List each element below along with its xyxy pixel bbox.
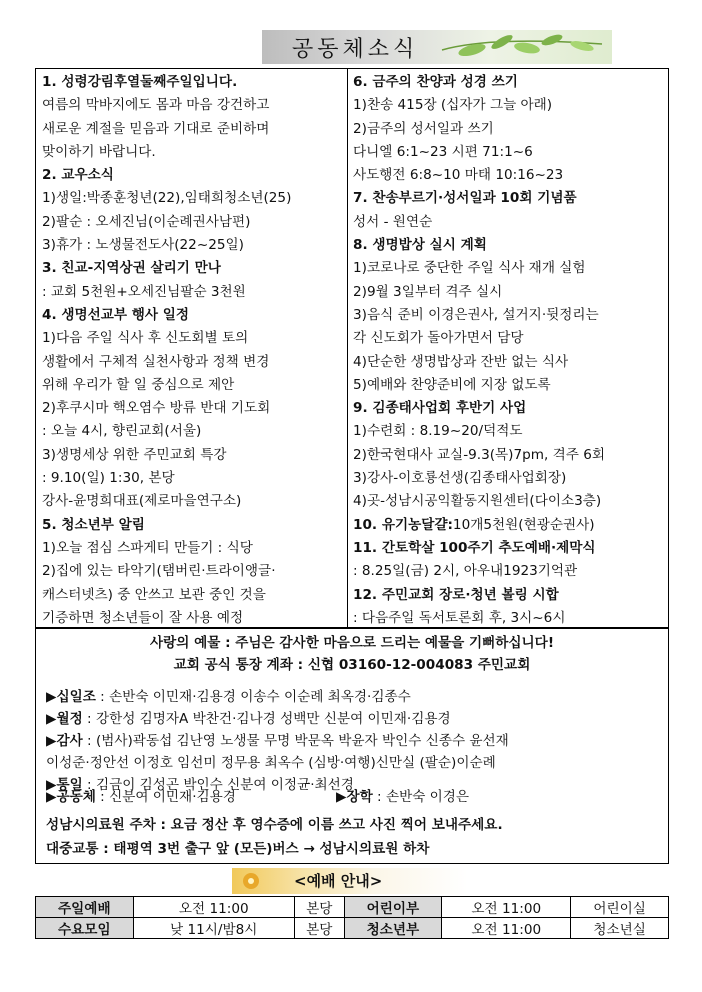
section-heading: 8. 생명밥상 실시 계획 <box>353 237 487 254</box>
news-line: 3)생명세상 위한 주민교회 특강 <box>42 446 227 463</box>
flower-decoration-icon <box>236 870 266 892</box>
offering-label: ▶감사 <box>46 733 83 749</box>
news-line: 2)한국현대사 교실-9.3(목)7pm, 격주 6회 <box>353 446 605 463</box>
news-line: 성서 - 원연순 <box>353 213 433 230</box>
schedule-row <box>36 918 669 939</box>
news-line: 기증하면 청소년들이 잘 사용 예정 <box>42 609 244 626</box>
offering-label: ▶통일 <box>46 777 83 793</box>
worship-guide-title: <예배 안내> <box>294 872 383 890</box>
column-divider <box>347 69 348 627</box>
news-line: 위해 우리가 할 일 중심으로 제안 <box>42 376 235 393</box>
schedule-cell: 주일예배 <box>36 897 134 918</box>
offering-message: 사랑의 예물 : 주님은 감사한 마음으로 드리는 예물을 기뻐하십니다! <box>149 635 555 651</box>
section-heading: 12. 주민교회 장로·청년 볼링 시합 <box>353 586 559 603</box>
news-line: 2)집에 있는 타악기(탬버린·트라이앵글· <box>42 563 276 580</box>
news-line: 2)9월 3일부터 격주 실시 <box>353 283 503 300</box>
section-heading: 11. 간토학살 100주기 추도예배·제막식 <box>353 539 596 556</box>
news-line: 2)후쿠시마 핵오염수 방류 반대 기도회 <box>42 400 271 417</box>
news-line: 다니엘 6:1~23 시편 71:1~6 <box>353 143 533 160</box>
worship-schedule-table <box>35 896 669 939</box>
offering-names: : (범사)곽동섭 김난영 노생물 무명 박문옥 박윤자 박인수 신종수 윤선재 <box>82 733 509 749</box>
offering-box <box>35 628 669 864</box>
schedule-cell: 어린이실 <box>571 897 669 918</box>
news-line: 여름의 막바지에도 몸과 마음 강건하고 <box>42 97 270 114</box>
schedule-row <box>36 897 669 918</box>
news-line: 3)강사-이호룡선생(김종태사업회장) <box>353 470 567 487</box>
community-label: ▶공동체 <box>46 789 96 805</box>
schedule-cell: 오전 11:00 <box>133 897 294 918</box>
schedule-cell: 오전 11:00 <box>442 918 571 939</box>
schedule-cell: 낮 11시/밤8시 <box>133 918 294 939</box>
schedule-cell: 수요모임 <box>36 918 134 939</box>
news-line: : 다음주일 독서토론회 후, 3시~6시 <box>353 609 566 626</box>
news-line: 사도행전 6:8~10 마태 10:16~23 <box>353 167 564 184</box>
offering-names: : 손반숙 이민재·김용경 이송수 이순례 최옥경·김종수 <box>95 689 411 705</box>
item-10-line <box>353 514 665 537</box>
schedule-cell: 청소년부 <box>344 918 442 939</box>
left-column <box>42 71 342 630</box>
news-line: 1)수련회 : 8.19~20/덕적도 <box>353 423 523 440</box>
page-title: 공동체소식 <box>292 37 419 62</box>
news-line: 1)찬송 415장 (십자가 그늘 아래) <box>353 97 553 114</box>
section-heading: 4. 생명선교부 행사 일정 <box>42 306 190 323</box>
news-line: 4)단순한 생명밥상과 잔반 없는 식사 <box>353 353 569 370</box>
news-line: : 8.25일(금) 2시, 아우내1923기억관 <box>353 563 578 580</box>
offering-row <box>46 752 496 774</box>
scholarship-names: : 손반숙 이경은 <box>372 789 470 805</box>
news-line: 맞이하기 바랍니다. <box>42 143 156 160</box>
leaf-decoration-icon <box>432 30 612 64</box>
offering-row <box>46 708 451 730</box>
section-heading: 7. 찬송부르기·성서일과 10회 기념품 <box>353 190 577 207</box>
offering-divider <box>36 628 668 629</box>
news-line: 3)음식 준비 이경은권사, 설거지·뒷정리는 <box>353 306 599 323</box>
offering-names: 이성준·정안선 이정호 임선미 정무용 최옥수 (심방·여행)신만실 (팔순)이순례 <box>46 755 496 771</box>
community-names: : 신분여 이민재·김용경 <box>95 789 236 805</box>
news-line: 2)금주의 성서일과 쓰기 <box>353 120 494 137</box>
news-line: 생활에서 구체적 실천사항과 정책 변경 <box>42 353 270 370</box>
right-column <box>353 71 665 630</box>
news-line: 1)다음 주일 식사 후 신도회별 토의 <box>42 330 249 347</box>
news-line: 캐스터넷츠) 중 안쓰고 보관 중인 것을 <box>42 586 266 603</box>
offering-row <box>46 730 509 752</box>
item-10-label: 10. 유기농달걀: <box>353 516 453 533</box>
schedule-cell: 본당 <box>294 918 344 939</box>
title-banner <box>262 30 612 64</box>
scholarship-label: ▶장학 <box>336 789 373 805</box>
news-line: 강사-윤명희대표(제로마을연구소) <box>42 493 242 510</box>
worship-guide-banner <box>232 868 468 894</box>
section-heading: 9. 김종태사업회 후반기 사업 <box>353 400 527 417</box>
item-10-detail: 10개5천원(현광순권사) <box>452 516 595 533</box>
schedule-cell: 청소년실 <box>571 918 669 939</box>
news-line: 1)코로나로 중단한 주일 식사 재개 실험 <box>353 260 586 277</box>
news-line: 2)팔순 : 오세진님(이순례권사남편) <box>42 213 251 230</box>
scholarship-offering <box>336 786 469 808</box>
community-offering <box>46 786 236 808</box>
schedule-cell: 어린이부 <box>344 897 442 918</box>
news-box <box>35 68 669 628</box>
offering-names: : 강한성 김명자A 박찬건·김나경 성백만 신분여 이민재·김용경 <box>82 711 451 727</box>
news-line: 각 신도회가 돌아가면서 담당 <box>353 330 524 347</box>
news-line: 5)예배와 찬양준비에 지장 없도록 <box>353 376 551 393</box>
schedule-cell: 본당 <box>294 897 344 918</box>
news-line: 1)생일:박종훈청년(22),임태희청소년(25) <box>42 190 292 207</box>
section-heading: 2. 교우소식 <box>42 167 114 184</box>
news-line: 3)휴가 : 노생물전도사(22~25일) <box>42 237 244 254</box>
parking-notice: 성남시의료원 주차 : 요금 정산 후 영수증에 이름 쓰고 사진 찍어 보내주세요. <box>46 817 503 833</box>
schedule-cell: 오전 11:00 <box>442 897 571 918</box>
offering-row <box>46 686 411 708</box>
transit-notice: 대중교통 : 태평역 3번 출구 앞 (모든)버스 → 성남시의료원 하차 <box>46 841 430 857</box>
news-line: : 오늘 4시, 향린교회(서울) <box>42 423 202 440</box>
news-line: 4)곳-성남시공익활동지원센터(다이소3층) <box>353 493 602 510</box>
section-heading: 1. 성령강림후열둘째주일입니다. <box>42 74 238 90</box>
section-heading: 5. 청소년부 알림 <box>42 516 145 533</box>
section-heading: 3. 친교-지역상권 살리기 만나 <box>42 260 221 277</box>
news-line: : 9.10(일) 1:30, 본당 <box>42 470 175 487</box>
news-line: 새로운 계절을 믿음과 기대로 준비하며 <box>42 120 270 137</box>
section-heading: 6. 금주의 찬양과 성경 쓰기 <box>353 74 518 90</box>
news-line: : 교회 5천원+오세진님팔순 3천원 <box>42 283 246 300</box>
offering-names: : 김금이 김성곤 박인수 신분여 이정균·최선경 <box>82 777 354 793</box>
offering-label: ▶십일조 <box>46 689 96 705</box>
bank-account: 교회 공식 통장 계좌 : 신협 03160-12-004083 주민교회 <box>173 657 531 673</box>
offering-label: ▶월정 <box>46 711 83 727</box>
news-line: 1)오늘 점심 스파게티 만들기 : 식당 <box>42 539 253 556</box>
